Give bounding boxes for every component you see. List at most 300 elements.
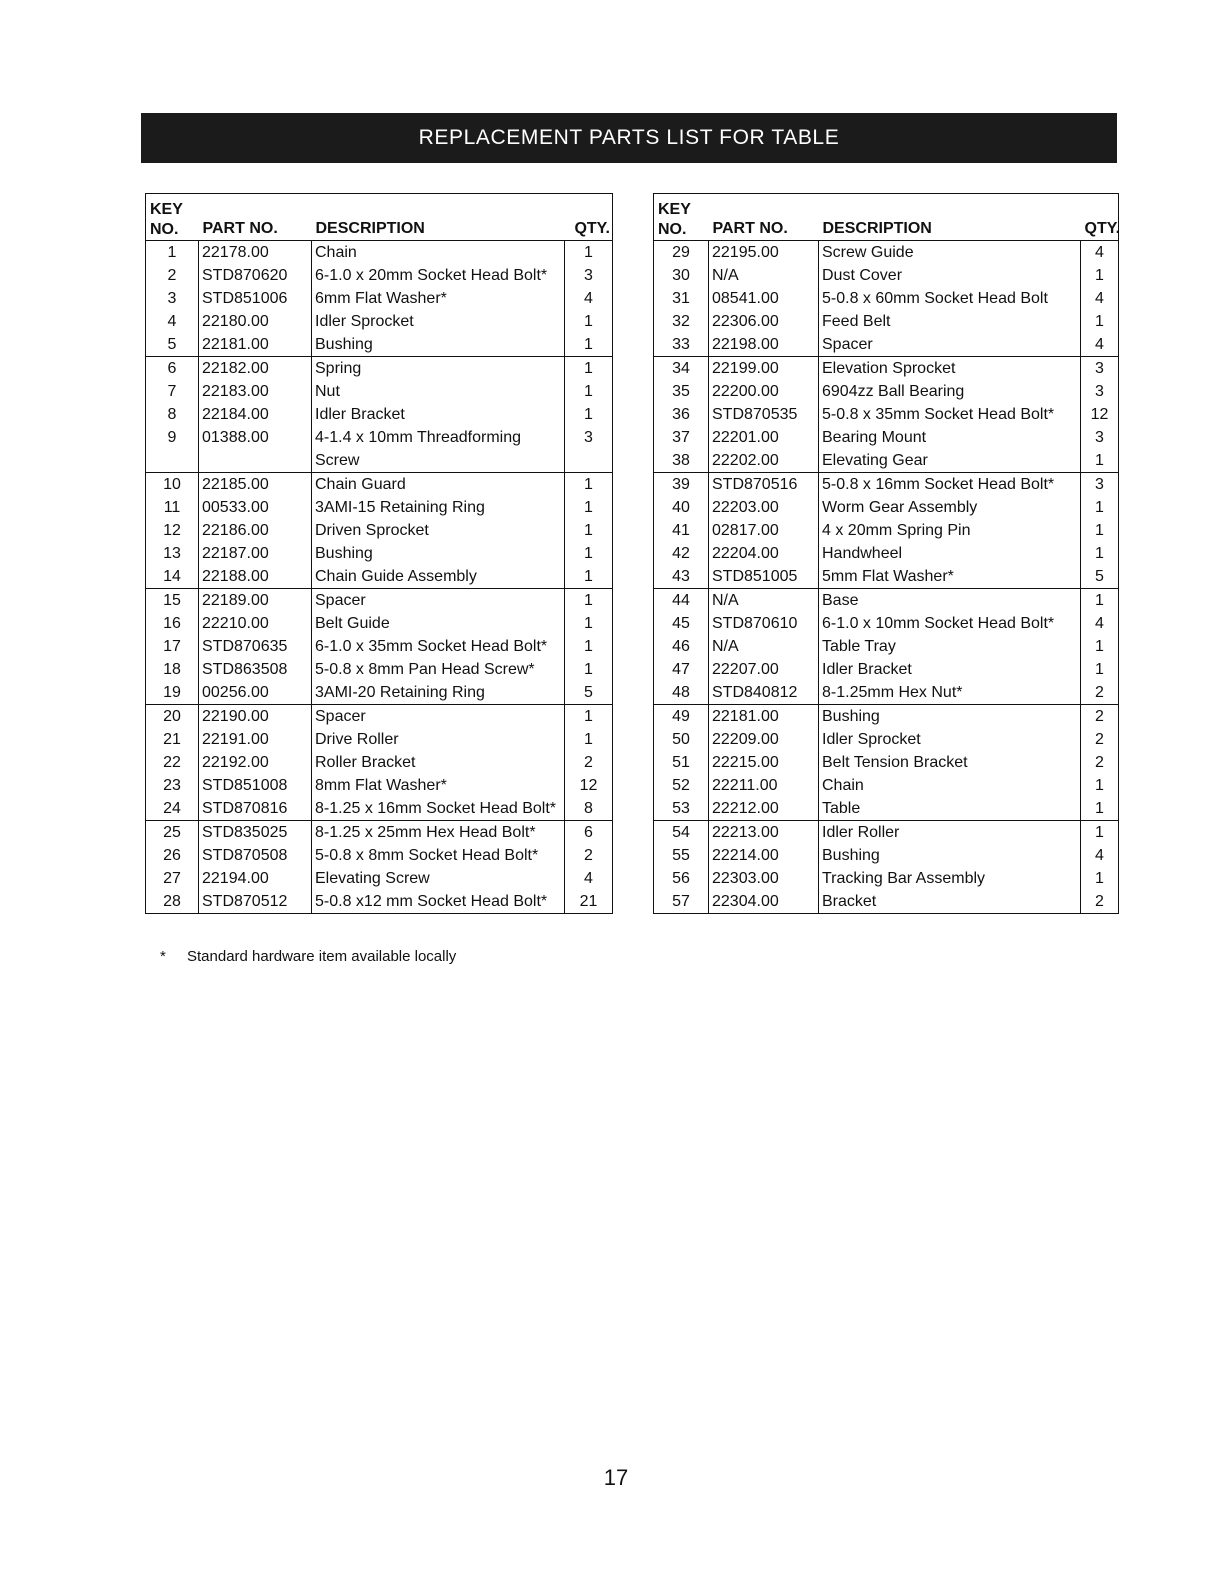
qty-cell: 1 [1081,449,1119,473]
description-cell: 5mm Flat Washer* [819,565,1081,589]
qty-cell: 1 [565,635,613,658]
qty-cell: 2 [1081,681,1119,705]
qty-cell [565,449,613,473]
qty-header: QTY. [1081,194,1119,241]
qty-cell: 2 [565,844,613,867]
table-row [146,751,613,774]
part-no-cell: 08541.00 [709,287,819,310]
part-no-cell: 22200.00 [709,380,819,403]
qty-cell: 1 [565,357,613,381]
table-row [146,728,613,751]
table-row [654,241,1119,265]
part-no-header: PART NO. [199,194,312,241]
table-row [654,519,1119,542]
description-cell: 4 x 20mm Spring Pin [819,519,1081,542]
description-cell: Belt Guide [312,612,565,635]
description-cell: Idler Sprocket [819,728,1081,751]
table-row [654,426,1119,449]
description-cell: 5-0.8 x12 mm Socket Head Bolt* [312,890,565,914]
qty-cell: 8 [565,797,613,821]
part-no-cell: 22181.00 [709,705,819,729]
table-row [146,449,613,473]
description-cell: 6-1.0 x 20mm Socket Head Bolt* [312,264,565,287]
part-no-cell: 22181.00 [199,333,312,357]
description-cell: Bushing [312,333,565,357]
qty-cell: 1 [1081,658,1119,681]
qty-cell: 21 [565,890,613,914]
key-no-cell: 52 [672,776,690,794]
key-no-cell: 1 [167,243,177,261]
part-no-cell: 22183.00 [199,380,312,403]
description-cell: Worm Gear Assembly [819,496,1081,519]
part-no-cell: 22186.00 [199,519,312,542]
qty-cell: 3 [1081,473,1119,497]
description-cell: Spacer [312,705,565,729]
key-no-cell: 45 [672,614,690,632]
table-row [654,264,1119,287]
qty-cell: 5 [565,681,613,705]
key-no-header: KEY NO. [146,194,199,241]
description-cell: 3AMI-15 Retaining Ring [312,496,565,519]
qty-cell: 3 [1081,357,1119,381]
description-cell: 4-1.4 x 10mm Threadforming [312,426,565,449]
key-no-cell: 3 [167,289,177,307]
description-header: DESCRIPTION [312,194,565,241]
key-no-cell: 48 [654,681,709,705]
part-no-cell: 22209.00 [709,728,819,751]
part-no-cell: 22188.00 [199,565,312,589]
qty-cell: 1 [565,728,613,751]
description-cell: Chain [312,241,565,265]
key-no-cell: 32 [672,312,690,330]
description-cell: Bracket [819,890,1081,914]
table-row [654,380,1119,403]
part-no-header: PART NO. [709,194,819,241]
part-no-cell: 22212.00 [709,797,819,821]
part-no-cell: 22194.00 [199,867,312,890]
table-row [654,333,1119,357]
key-no-cell: 17 [163,637,181,655]
qty-cell: 3 [1081,380,1119,403]
table-row [146,867,613,890]
qty-cell: 1 [565,612,613,635]
qty-cell: 1 [1081,519,1119,542]
key-no-cell: 41 [672,521,690,539]
table-row [146,241,613,265]
key-no-cell: 11 [163,498,181,516]
table-row [146,380,613,403]
qty-cell: 1 [1081,797,1119,821]
description-cell: Idler Bracket [312,403,565,426]
key-no-header: KEY NO. [654,194,709,241]
key-no-cell: 53 [654,797,709,821]
key-no-cell: 28 [163,892,181,910]
part-no-cell: N/A [709,264,819,287]
part-no-cell: 22201.00 [709,426,819,449]
part-no-cell: 22204.00 [709,542,819,565]
part-no-cell: STD835025 [199,821,312,845]
description-cell: 3AMI-20 Retaining Ring [312,681,565,705]
part-no-cell: STD851008 [199,774,312,797]
part-no-cell: N/A [709,589,819,613]
key-no-cell: 27 [163,869,181,887]
qty-cell: 1 [1081,774,1119,797]
table-row [146,310,613,333]
table-row [654,681,1119,705]
key-no-cell: 16 [163,614,181,632]
description-cell: 8-1.25mm Hex Nut* [819,681,1081,705]
qty-cell: 1 [565,473,613,497]
part-no-cell: 22213.00 [709,821,819,845]
description-cell: 5-0.8 x 35mm Socket Head Bolt* [819,403,1081,426]
key-no-cell: 5 [146,333,199,357]
qty-cell: 1 [565,705,613,729]
qty-cell: 1 [565,496,613,519]
key-no-cell: 9 [167,428,177,446]
description-cell: Tracking Bar Assembly [819,867,1081,890]
description-cell: Idler Sprocket [312,310,565,333]
description-cell: 6mm Flat Washer* [312,287,565,310]
qty-cell: 1 [1081,310,1119,333]
key-no-cell: 24 [146,797,199,821]
part-no-cell: STD863508 [199,658,312,681]
table-row [654,542,1119,565]
description-cell: Feed Belt [819,310,1081,333]
table-row [146,496,613,519]
qty-cell: 1 [565,519,613,542]
description-cell: Drive Roller [312,728,565,751]
qty-cell: 4 [565,867,613,890]
part-no-cell: 22210.00 [199,612,312,635]
part-no-cell: 22187.00 [199,542,312,565]
description-cell: Table [819,797,1081,821]
part-no-cell: 22195.00 [709,241,819,265]
description-cell: 6904zz Ball Bearing [819,380,1081,403]
key-no-cell: 23 [163,776,181,794]
table-row [146,333,613,357]
qty-cell: 4 [1081,333,1119,357]
table-row [146,681,613,705]
key-no-cell: 34 [672,359,690,377]
key-no-cell: 2 [167,266,177,284]
key-no-cell: 25 [163,823,181,841]
key-no-cell: 21 [163,730,181,748]
key-no-cell: 19 [146,681,199,705]
description-cell: 5-0.8 x 16mm Socket Head Bolt* [819,473,1081,497]
qty-cell: 12 [1081,403,1119,426]
qty-cell: 3 [1081,426,1119,449]
qty-cell: 3 [565,426,613,449]
part-no-cell: 01388.00 [199,426,312,449]
key-no-cell: 29 [672,243,690,261]
table-row [654,287,1119,310]
part-no-cell: STD870512 [199,890,312,914]
table-row [146,403,613,426]
key-no-cell: 46 [672,637,690,655]
description-cell: Elevating Screw [312,867,565,890]
page-banner: REPLACEMENT PARTS LIST FOR TABLE [141,113,1117,163]
part-no-cell: 22211.00 [709,774,819,797]
key-no-cell [146,449,199,473]
qty-cell: 4 [1081,844,1119,867]
part-no-cell: 22192.00 [199,751,312,774]
table-row [146,426,613,449]
qty-cell: 4 [565,287,613,310]
key-no-cell: 20 [163,707,181,725]
qty-cell: 1 [565,403,613,426]
description-header: DESCRIPTION [819,194,1081,241]
qty-cell: 1 [565,333,613,357]
qty-cell: 1 [565,241,613,265]
description-cell: Bearing Mount [819,426,1081,449]
key-no-cell: 40 [672,498,690,516]
part-no-cell: 22191.00 [199,728,312,751]
table-row [146,612,613,635]
key-no-cell: 47 [672,660,690,678]
qty-cell: 4 [1081,241,1119,265]
qty-cell: 4 [1081,612,1119,635]
table-row [654,797,1119,821]
key-no-cell: 33 [654,333,709,357]
table-row [654,403,1119,426]
table-row [654,705,1119,729]
table-row [654,890,1119,914]
table-row [146,774,613,797]
table-row [146,705,613,729]
table-row [146,287,613,310]
description-cell: Elevation Sprocket [819,357,1081,381]
table-row [654,844,1119,867]
table-row [146,635,613,658]
description-cell: Driven Sprocket [312,519,565,542]
qty-cell: 2 [1081,728,1119,751]
qty-cell: 1 [565,380,613,403]
part-no-cell: STD870535 [709,403,819,426]
description-cell: Nut [312,380,565,403]
table-row [146,589,613,613]
key-no-cell: 36 [672,405,690,423]
key-no-cell: 38 [654,449,709,473]
part-no-cell: 22306.00 [709,310,819,333]
part-no-cell: 22199.00 [709,357,819,381]
qty-cell: 5 [1081,565,1119,589]
key-no-cell: 15 [163,591,181,609]
part-no-cell: STD870620 [199,264,312,287]
key-no-cell: 14 [146,565,199,589]
key-no-cell: 50 [672,730,690,748]
parts-table-body [146,241,613,914]
part-no-cell: 22198.00 [709,333,819,357]
description-cell: Elevating Gear [819,449,1081,473]
description-cell: 5-0.8 x 8mm Socket Head Bolt* [312,844,565,867]
description-cell: 5-0.8 x 8mm Pan Head Screw* [312,658,565,681]
table-row [146,519,613,542]
table-row [146,264,613,287]
part-no-cell: STD851006 [199,287,312,310]
part-no-cell: 00256.00 [199,681,312,705]
part-no-cell: 22190.00 [199,705,312,729]
description-cell: Table Tray [819,635,1081,658]
part-no-cell: 22304.00 [709,890,819,914]
qty-cell: 1 [1081,635,1119,658]
key-no-cell: 55 [672,846,690,864]
footnote-marker: * [160,948,166,965]
table-row [146,357,613,381]
description-cell: 8-1.25 x 16mm Socket Head Bolt* [312,797,565,821]
parts-table-right [653,193,1119,914]
part-no-cell: 22203.00 [709,496,819,519]
description-cell: Belt Tension Bracket [819,751,1081,774]
qty-cell: 1 [1081,542,1119,565]
description-cell: 8-1.25 x 25mm Hex Head Bolt* [312,821,565,845]
key-no-cell: 12 [163,521,181,539]
table-row [654,774,1119,797]
table-row [146,844,613,867]
part-no-cell: 22207.00 [709,658,819,681]
key-no-cell: 22 [163,753,181,771]
part-no-cell: N/A [709,635,819,658]
qty-header: QTY. [565,194,613,241]
key-no-cell: 35 [672,382,690,400]
description-cell: Chain Guard [312,473,565,497]
key-no-cell: 54 [672,823,690,841]
table-header-row [146,194,613,241]
part-no-cell: STD870508 [199,844,312,867]
key-no-cell: 44 [672,591,690,609]
qty-cell: 4 [1081,287,1119,310]
description-cell: Chain Guide Assembly [312,565,565,589]
qty-cell: 1 [565,565,613,589]
part-no-cell: 22178.00 [199,241,312,265]
footnote-text: Standard hardware item available locally [187,948,457,965]
key-no-cell: 26 [163,846,181,864]
key-no-cell: 51 [672,753,690,771]
part-no-cell: 22185.00 [199,473,312,497]
part-no-cell: 22214.00 [709,844,819,867]
table-row [146,890,613,914]
key-no-cell: 49 [672,707,690,725]
part-no-cell: 22182.00 [199,357,312,381]
table-row [146,473,613,497]
description-cell: 8mm Flat Washer* [312,774,565,797]
description-cell: 5-0.8 x 60mm Socket Head Bolt [819,287,1081,310]
qty-cell: 3 [565,264,613,287]
qty-cell: 1 [1081,821,1119,845]
key-no-cell: 8 [167,405,177,423]
key-no-cell: 4 [167,312,177,330]
table-row [654,658,1119,681]
qty-cell: 2 [1081,890,1119,914]
description-cell: Screw Guide [819,241,1081,265]
description-cell: Base [819,589,1081,613]
qty-cell: 1 [565,542,613,565]
description-cell: Spacer [312,589,565,613]
key-no-cell: 37 [672,428,690,446]
table-row [654,565,1119,589]
description-cell: Handwheel [819,542,1081,565]
key-no-cell: 30 [672,266,690,284]
qty-cell: 1 [565,310,613,333]
description-cell: 6-1.0 x 35mm Socket Head Bolt* [312,635,565,658]
description-cell: Spacer [819,333,1081,357]
table-row [654,751,1119,774]
qty-cell: 6 [565,821,613,845]
key-no-cell: 6 [167,359,177,377]
part-no-cell: 22202.00 [709,449,819,473]
part-no-cell [199,449,312,473]
description-cell: Roller Bracket [312,751,565,774]
parts-table-left [145,193,613,914]
table-row [146,565,613,589]
description-cell: Dust Cover [819,264,1081,287]
part-no-cell: 22180.00 [199,310,312,333]
key-no-cell: 56 [672,869,690,887]
qty-cell: 1 [565,658,613,681]
key-no-cell: 31 [672,289,690,307]
table-row [654,589,1119,613]
table-row [146,797,613,821]
part-no-cell: 00533.00 [199,496,312,519]
key-no-cell: 18 [163,660,181,678]
description-cell: Idler Roller [819,821,1081,845]
part-no-cell: STD870635 [199,635,312,658]
part-no-cell: STD870610 [709,612,819,635]
part-no-cell: 02817.00 [709,519,819,542]
table-row [654,867,1119,890]
part-no-cell: 22184.00 [199,403,312,426]
page-number: 17 [603,1465,629,1490]
part-no-cell: 22189.00 [199,589,312,613]
description-cell: Chain [819,774,1081,797]
description-cell: Bushing [819,844,1081,867]
part-no-cell: STD851005 [709,565,819,589]
table-row [654,612,1119,635]
footnote [160,948,456,965]
parts-table-body [654,241,1119,914]
table-row [146,658,613,681]
qty-cell: 2 [565,751,613,774]
table-row [654,310,1119,333]
table-row [654,449,1119,473]
qty-cell: 2 [1081,705,1119,729]
part-no-cell: STD870516 [709,473,819,497]
description-cell: Bushing [312,542,565,565]
description-cell: Bushing [819,705,1081,729]
qty-cell: 12 [565,774,613,797]
table-header-row [654,194,1119,241]
description-cell: Spring [312,357,565,381]
part-no-cell: STD840812 [709,681,819,705]
key-no-cell: 7 [167,382,177,400]
qty-cell: 1 [1081,264,1119,287]
description-cell: 6-1.0 x 10mm Socket Head Bolt* [819,612,1081,635]
part-no-cell: 22303.00 [709,867,819,890]
table-row [146,542,613,565]
key-no-cell: 10 [163,475,181,493]
key-no-cell: 13 [163,544,181,562]
table-row [654,496,1119,519]
qty-cell: 2 [1081,751,1119,774]
key-no-cell: 39 [672,475,690,493]
key-no-cell: 43 [654,565,709,589]
description-cell: Idler Bracket [819,658,1081,681]
table-row [654,635,1119,658]
qty-cell: 1 [1081,867,1119,890]
table-row [654,821,1119,845]
qty-cell: 1 [1081,589,1119,613]
table-row [146,821,613,845]
table-row [654,728,1119,751]
